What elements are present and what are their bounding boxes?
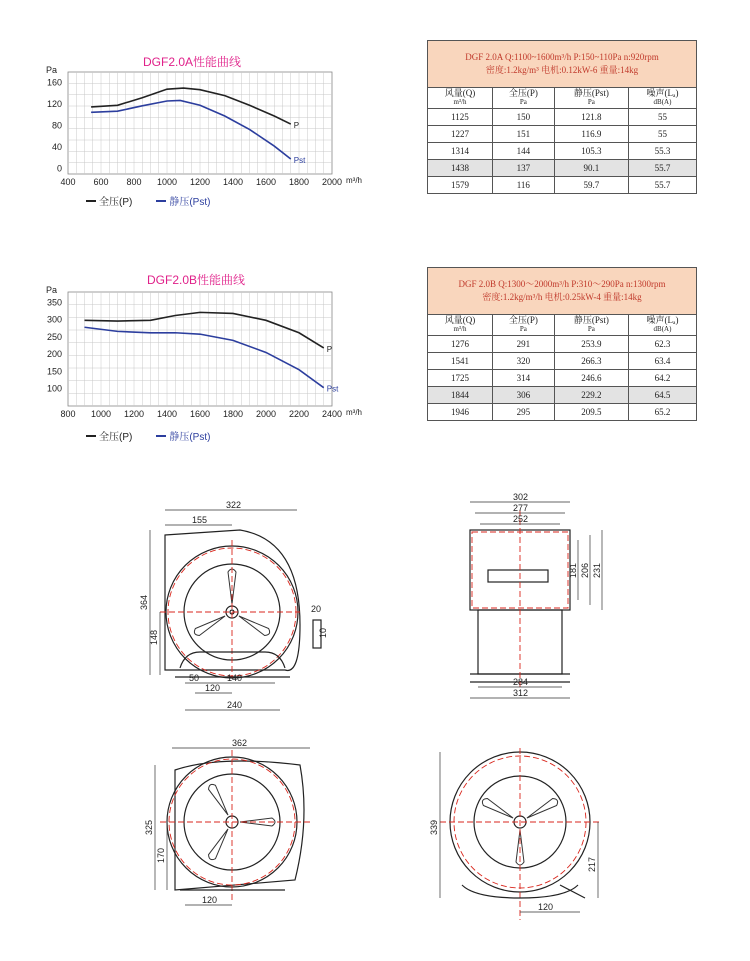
chart-1-legend xyxy=(86,193,210,208)
dim-label: 339 xyxy=(429,819,439,835)
table-header: DGF 2.0A Q:1100~1600m³/h P:150~110Pa n:920rpm 密度:1.2kg/m³ 电机:0.12kW-6 重量:14kg xyxy=(428,41,697,88)
col-header: 风量(Q) m³/h xyxy=(428,315,493,336)
table-row: 1227 151 116.9 55 xyxy=(428,126,697,143)
col-header: 噪声(Lₐ) dB(A) xyxy=(628,88,696,109)
dim-label: 206 xyxy=(580,562,590,578)
dim-label: 140 xyxy=(227,673,243,683)
legend-total-pressure: 全压(P) xyxy=(86,428,132,443)
dim-label: 120 xyxy=(202,895,218,905)
x-tick-label: 800 xyxy=(126,177,142,187)
chart-1-title: DGF2.0A性能曲线 xyxy=(142,55,242,69)
table-row: 1276 291 253.9 62.3 xyxy=(428,336,697,353)
x-tick-label: 800 xyxy=(60,409,76,419)
table-row: 1125 150 121.8 55 xyxy=(428,109,697,126)
chart-2-legend xyxy=(86,428,210,443)
x-tick-label: 1200 xyxy=(189,177,211,187)
col-header: 全压(P) Pa xyxy=(492,315,554,336)
side-view-top xyxy=(470,492,602,698)
y-axis-label: Pa xyxy=(46,285,58,295)
dim-label: 50 xyxy=(189,673,200,683)
dim-label: 312 xyxy=(513,688,529,698)
x-tick-label: 1600 xyxy=(255,177,277,187)
col-header: 噪声(Lₐ) dB(A) xyxy=(629,315,697,336)
y-tick-label: 160 xyxy=(46,77,62,88)
dim-label: 277 xyxy=(513,503,529,513)
y-tick-label: 300 xyxy=(46,314,62,325)
x-tick-label: 1200 xyxy=(123,409,145,419)
table-row: 1438 137 90.1 55.7 xyxy=(428,160,697,177)
x-tick-label: 2400 xyxy=(321,409,343,419)
y-tick-label: 120 xyxy=(46,99,62,110)
table-row: 1579 116 59.7 55.7 xyxy=(428,177,697,194)
col-header: 静压(Pst) Pa xyxy=(554,315,628,336)
curve-label: Pst xyxy=(293,155,306,165)
curve-label: Pst xyxy=(326,384,339,394)
table-row: 1541 320 266.3 63.4 xyxy=(428,353,697,370)
x-tick-label: 1000 xyxy=(156,177,178,187)
col-header: 风量(Q) m³/h xyxy=(428,88,493,109)
x-tick-label: 2000 xyxy=(321,177,343,187)
y-axis-label: Pa xyxy=(46,65,58,75)
table-header: DGF 2.0B Q:1300～2000m³/h P:310～290Pa n:1300rpm 密度:1.2kg/m³/h 电机:0.25kW-4 重量:14kg xyxy=(428,268,697,315)
front-view-top xyxy=(139,500,328,710)
legend-static-pressure: 静压(Pst) xyxy=(156,193,210,208)
dim-label: 302 xyxy=(513,492,529,502)
x-tick-label: 1600 xyxy=(189,409,211,419)
col-header: 全压(P) Pa xyxy=(492,88,554,109)
x-tick-label: 600 xyxy=(93,177,109,187)
y-tick-label: 200 xyxy=(46,349,62,360)
y-tick-label: 100 xyxy=(46,383,62,394)
dim-label: 148 xyxy=(149,629,159,645)
dim-label: 284 xyxy=(513,677,529,687)
spec-table-2-0b xyxy=(427,267,697,421)
back-view-bottom xyxy=(429,748,600,920)
curve-label: P xyxy=(293,121,300,131)
table-row: 1946 295 209.5 65.2 xyxy=(428,404,697,421)
y-tick-label: 150 xyxy=(46,366,62,377)
x-tick-label: 2200 xyxy=(288,409,310,419)
dim-label: 325 xyxy=(144,819,154,835)
dim-label: 155 xyxy=(192,515,208,525)
x-tick-label: 2000 xyxy=(255,409,277,419)
y-tick-label: 80 xyxy=(51,120,62,131)
dim-label: 252 xyxy=(513,514,529,524)
table-row: 1725 314 246.6 64.2 xyxy=(428,370,697,387)
y-tick-label: 250 xyxy=(46,331,62,342)
col-header: 静压(Pst) Pa xyxy=(554,88,628,109)
dim-label: 170 xyxy=(156,847,166,863)
legend-total-pressure: 全压(P) xyxy=(86,193,132,208)
x-tick-label: 1800 xyxy=(222,409,244,419)
x-tick-label: 1400 xyxy=(156,409,178,419)
dim-label: 217 xyxy=(587,856,597,872)
performance-chart-2-0b xyxy=(20,282,380,422)
x-tick-label: 1400 xyxy=(222,177,244,187)
front-view-bottom xyxy=(144,738,310,905)
table-row: 1844 306 229.2 64.5 xyxy=(428,387,697,404)
dim-label: 231 xyxy=(592,562,602,578)
dim-label: 181 xyxy=(568,562,578,578)
dim-label: 322 xyxy=(226,500,242,510)
dim-label: 362 xyxy=(232,738,248,748)
spec-table-2-0a xyxy=(427,40,697,194)
x-tick-label: 1800 xyxy=(288,177,310,187)
legend-static-pressure: 静压(Pst) xyxy=(156,428,210,443)
dim-label: 120 xyxy=(205,683,221,693)
dim-label: 10 xyxy=(318,627,328,638)
y-tick-label: 0 xyxy=(56,163,62,174)
dim-label: 120 xyxy=(538,902,554,912)
dim-label: 20 xyxy=(311,604,322,614)
curve-label: P xyxy=(326,344,333,354)
y-tick-label: 40 xyxy=(51,142,62,153)
x-axis-label: m³/h xyxy=(346,408,362,417)
y-tick-label: 350 xyxy=(46,297,62,308)
x-tick-label: 1000 xyxy=(90,409,112,419)
dim-label: 240 xyxy=(227,700,243,710)
x-tick-label: 400 xyxy=(60,177,76,187)
chart-2-title: DGF2.0B性能曲线 xyxy=(146,273,246,287)
table-row: 1314 144 105.3 55.3 xyxy=(428,143,697,160)
x-axis-label: m³/h xyxy=(346,176,362,185)
dim-label: 364 xyxy=(139,594,149,610)
dimension-drawings xyxy=(0,480,750,961)
performance-chart-2-0a xyxy=(20,62,380,190)
